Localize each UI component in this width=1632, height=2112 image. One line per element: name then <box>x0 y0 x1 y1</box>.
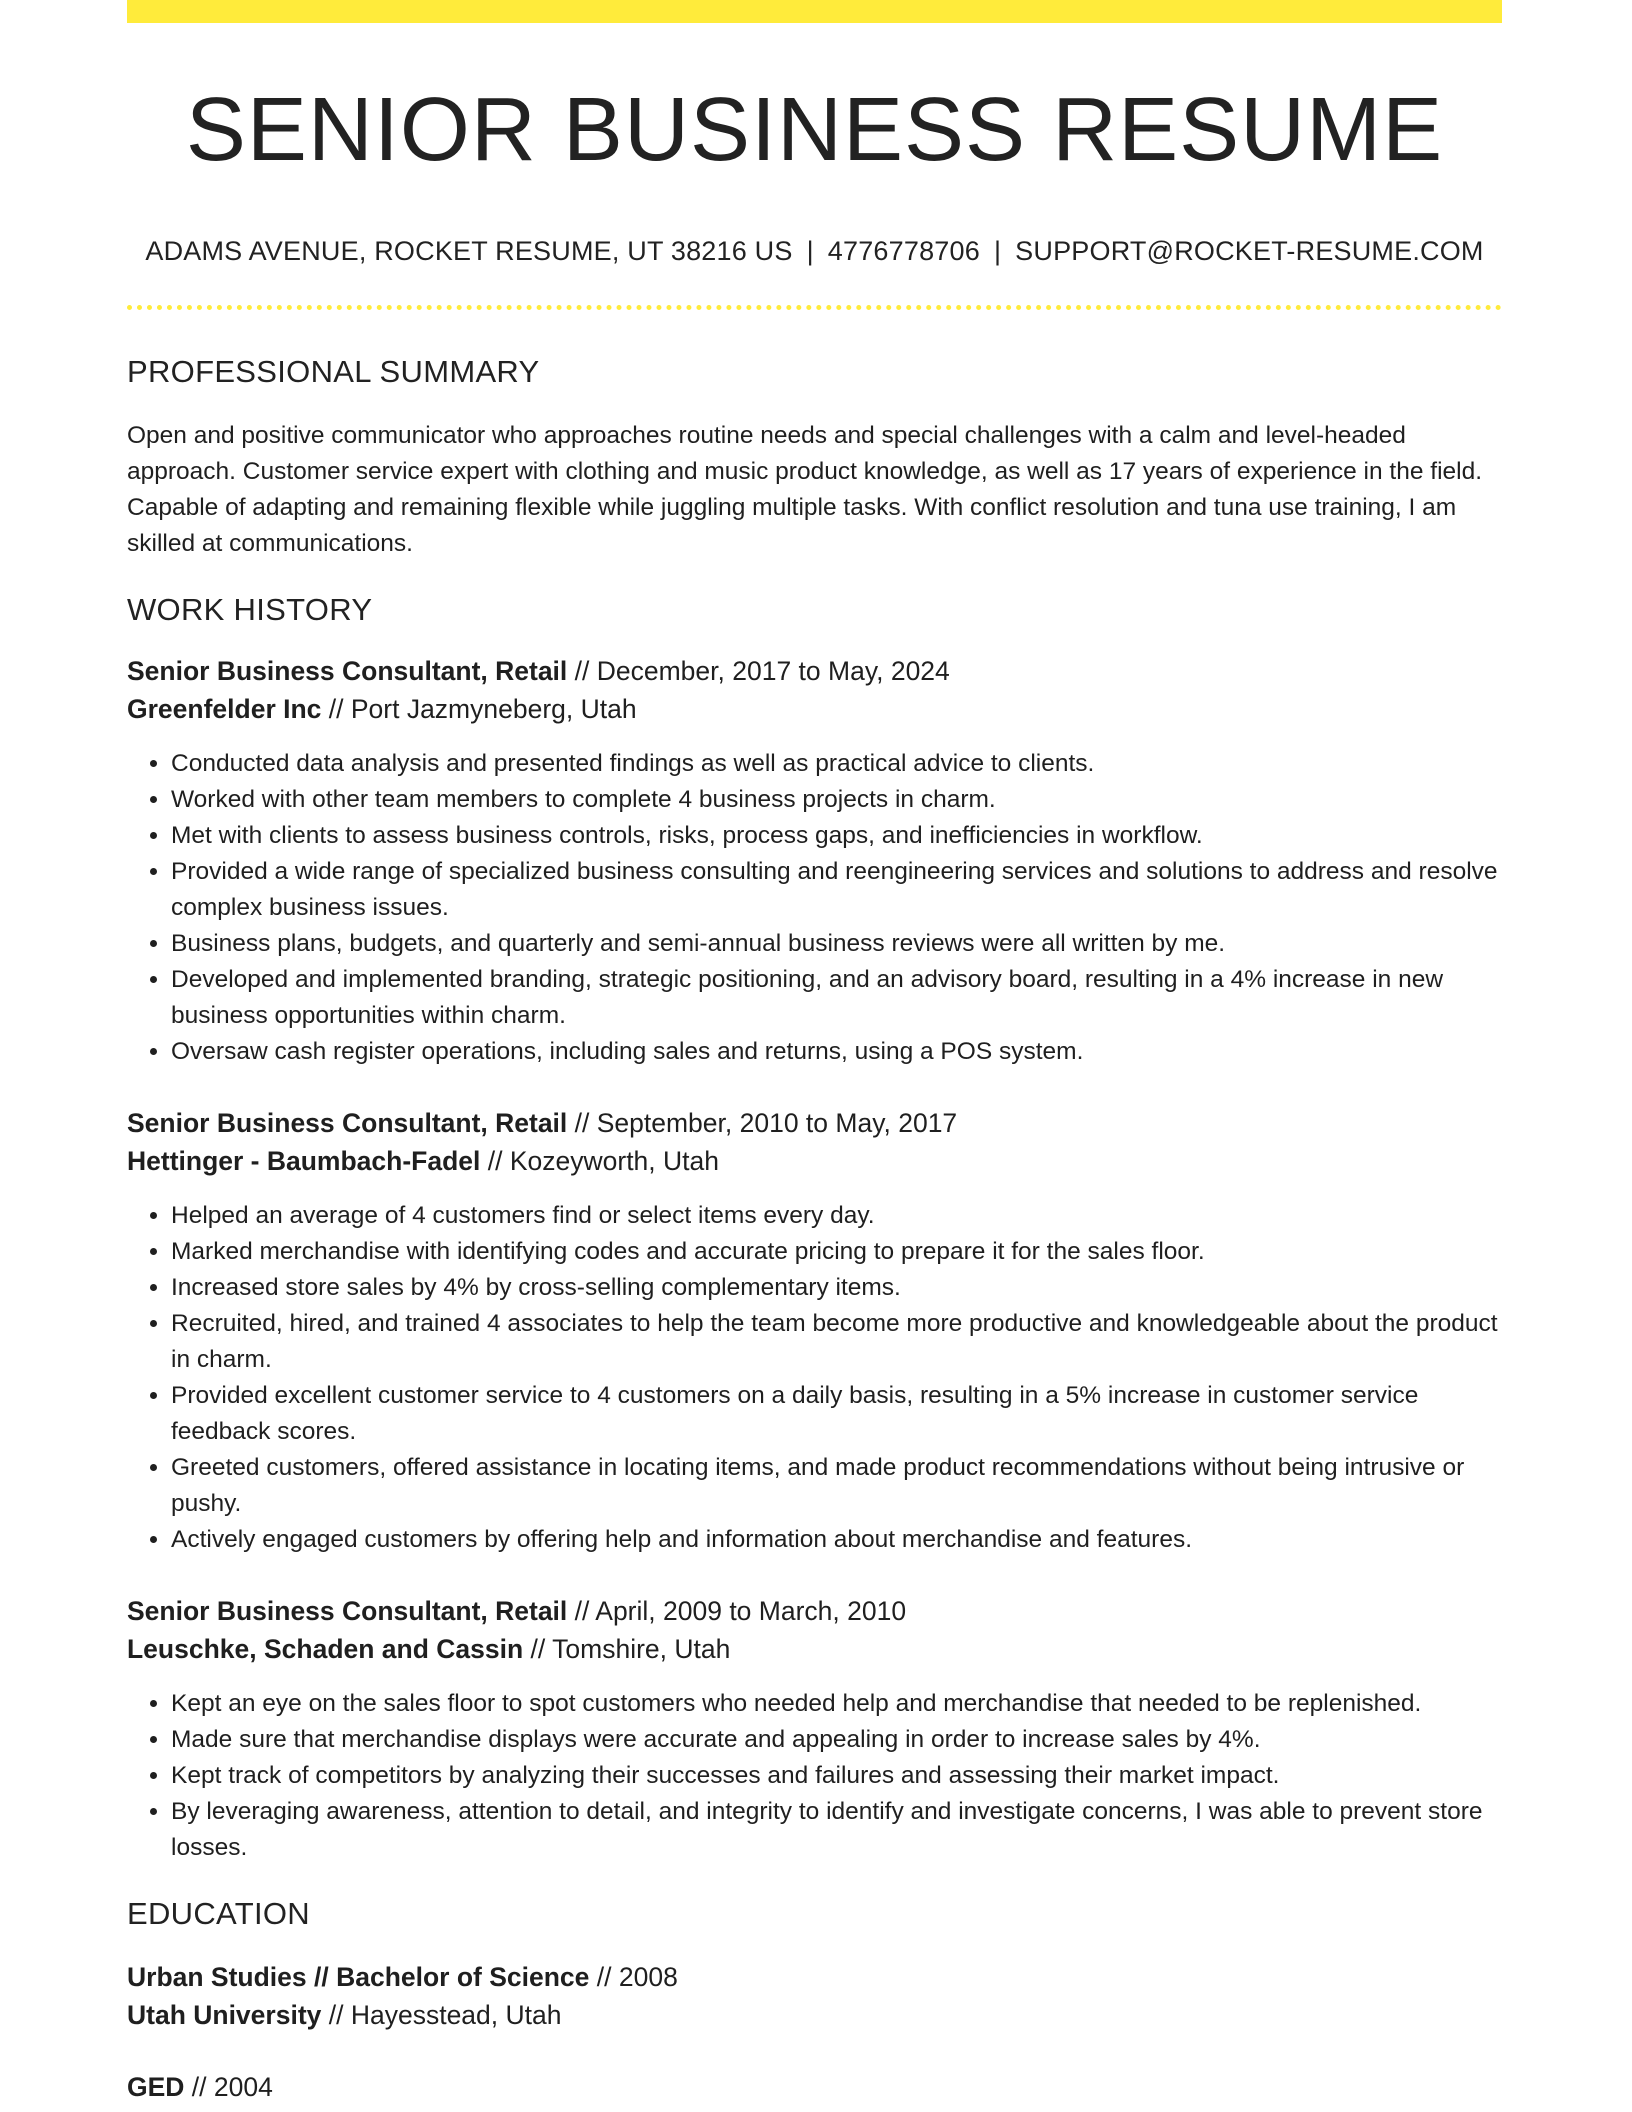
list-item: • Oversaw cash register operations, including sales and returns, using a POS system. <box>171 1034 1502 1070</box>
dotted-divider <box>127 305 1502 310</box>
list-item: • Conducted data analysis and presented findings as well as practical advice to clients. <box>171 746 1502 782</box>
list-item: • Provided a wide range of specialized business consulting and reengineering services and solutions to address and resolve complex business issues. <box>171 854 1502 926</box>
job-title-line <box>127 652 1502 690</box>
job-entry <box>127 652 1502 1070</box>
list-item: • Worked with other team members to complete 4 business projects in charm. <box>171 782 1502 818</box>
list-item: • Met with clients to assess business controls, risks, process gaps, and inefficiencies in workflow. <box>171 818 1502 854</box>
list-item: • Helped an average of 4 customers find or select items every day. <box>171 1198 1502 1234</box>
job-location: // Port Jazmyneberg, Utah <box>321 694 637 724</box>
education-location: // Hayesstead, Utah <box>321 2000 562 2030</box>
job-company: Hettinger - Baumbach-Fadel <box>127 1146 481 1176</box>
job-title-line <box>127 1592 1502 1630</box>
list-item: • Kept an eye on the sales floor to spot customers who needed help and merchandise that needed to be replenished. <box>171 1686 1502 1722</box>
list-item: • Recruited, hired, and trained 4 associates to help the team become more productive and knowledgeable about the product in charm. <box>171 1306 1502 1378</box>
job-entry <box>127 1104 1502 1558</box>
job-role: Senior Business Consultant, Retail <box>127 1596 568 1626</box>
education-heading: EDUCATION <box>127 1896 310 1931</box>
contact-separator: | <box>993 236 1002 266</box>
education-school: Utah University <box>127 2000 322 2030</box>
job-role: Senior Business Consultant, Retail <box>127 656 568 686</box>
resume-page <box>127 0 1502 2106</box>
contact-email[interactable]: SUPPORT@ROCKET-RESUME.COM <box>1015 236 1484 266</box>
job-company: Greenfelder Inc <box>127 694 322 724</box>
education-degree-line <box>127 1958 1502 1996</box>
job-bullets <box>127 1198 1502 1558</box>
education-year: // 2008 <box>589 1962 678 1992</box>
education-year: // 2004 <box>184 2072 273 2102</box>
list-item: • Provided excellent customer service to 4 customers on a daily basis, resulting in a 5% increase in customer service feedback scores. <box>171 1378 1502 1450</box>
contact-separator: | <box>806 236 814 266</box>
list-item: • Made sure that merchandise displays were accurate and appealing in order to increase sales by 4%. <box>171 1722 1502 1758</box>
work-history-heading: WORK HISTORY <box>127 592 373 627</box>
job-bullets <box>127 1686 1502 1866</box>
summary-text: Open and positive communicator who approaches routine needs and special challenges with a calm and level-headed approach. Customer service expert with clothing and music product knowledge, as well as 17 years of experience in the field. Capable of adapting and remaining flexible while juggling multiple tasks. With conflict resolution and tuna use training, I am skilled at communications. <box>127 422 1483 557</box>
job-company: Leuschke, Schaden and Cassin <box>127 1634 524 1664</box>
list-item: • Increased store sales by 4% by cross-selling complementary items. <box>171 1270 1502 1306</box>
education-degree-line <box>127 2068 1502 2106</box>
list-item: • Marked merchandise with identifying codes and accurate pricing to prepare it for the sales floor. <box>171 1234 1502 1270</box>
job-company-line <box>127 1142 1502 1180</box>
summary-heading: PROFESSIONAL SUMMARY <box>127 354 540 389</box>
job-dates: // April, 2009 to March, 2010 <box>567 1596 907 1626</box>
job-dates: // December, 2017 to May, 2024 <box>567 656 950 686</box>
job-role: Senior Business Consultant, Retail <box>127 1108 568 1138</box>
accent-top-bar <box>127 0 1502 23</box>
list-item: • By leveraging awareness, attention to detail, and integrity to identify and investigate concerns, I was able to prevent store losses. <box>171 1794 1502 1866</box>
list-item: • Kept track of competitors by analyzing their successes and failures and assessing their market impact. <box>171 1758 1502 1794</box>
job-entry <box>127 1592 1502 1866</box>
job-location: // Tomshire, Utah <box>523 1634 731 1664</box>
job-title-line <box>127 1104 1502 1142</box>
resume-title: SENIOR BUSINESS RESUME <box>185 80 1444 180</box>
education-entry <box>127 1958 1502 2034</box>
list-item: • Actively engaged customers by offering help and information about merchandise and features. <box>171 1522 1502 1558</box>
contact-phone: 4776778706 <box>827 236 980 266</box>
list-item: • Business plans, budgets, and quarterly and semi-annual business reviews were all written by me. <box>171 926 1502 962</box>
job-company-line <box>127 690 1502 728</box>
job-bullets <box>127 746 1502 1070</box>
education-degree: GED <box>127 2072 185 2102</box>
education-entry <box>127 2068 1502 2106</box>
list-item: • Greeted customers, offered assistance in locating items, and made product recommendations without being intrusive or pushy. <box>171 1450 1502 1522</box>
education-school-line <box>127 1996 1502 2034</box>
contact-address: ADAMS AVENUE, ROCKET RESUME, UT 38216 US <box>145 236 793 266</box>
contact-line <box>127 236 1502 267</box>
job-location: // Kozeyworth, Utah <box>480 1146 719 1176</box>
list-item: • Developed and implemented branding, strategic positioning, and an advisory board, resulting in a 4% increase in new business opportunities within charm. <box>171 962 1502 1034</box>
job-company-line <box>127 1630 1502 1668</box>
education-degree: Urban Studies // Bachelor of Science <box>127 1962 590 1992</box>
job-dates: // September, 2010 to May, 2017 <box>567 1108 958 1138</box>
